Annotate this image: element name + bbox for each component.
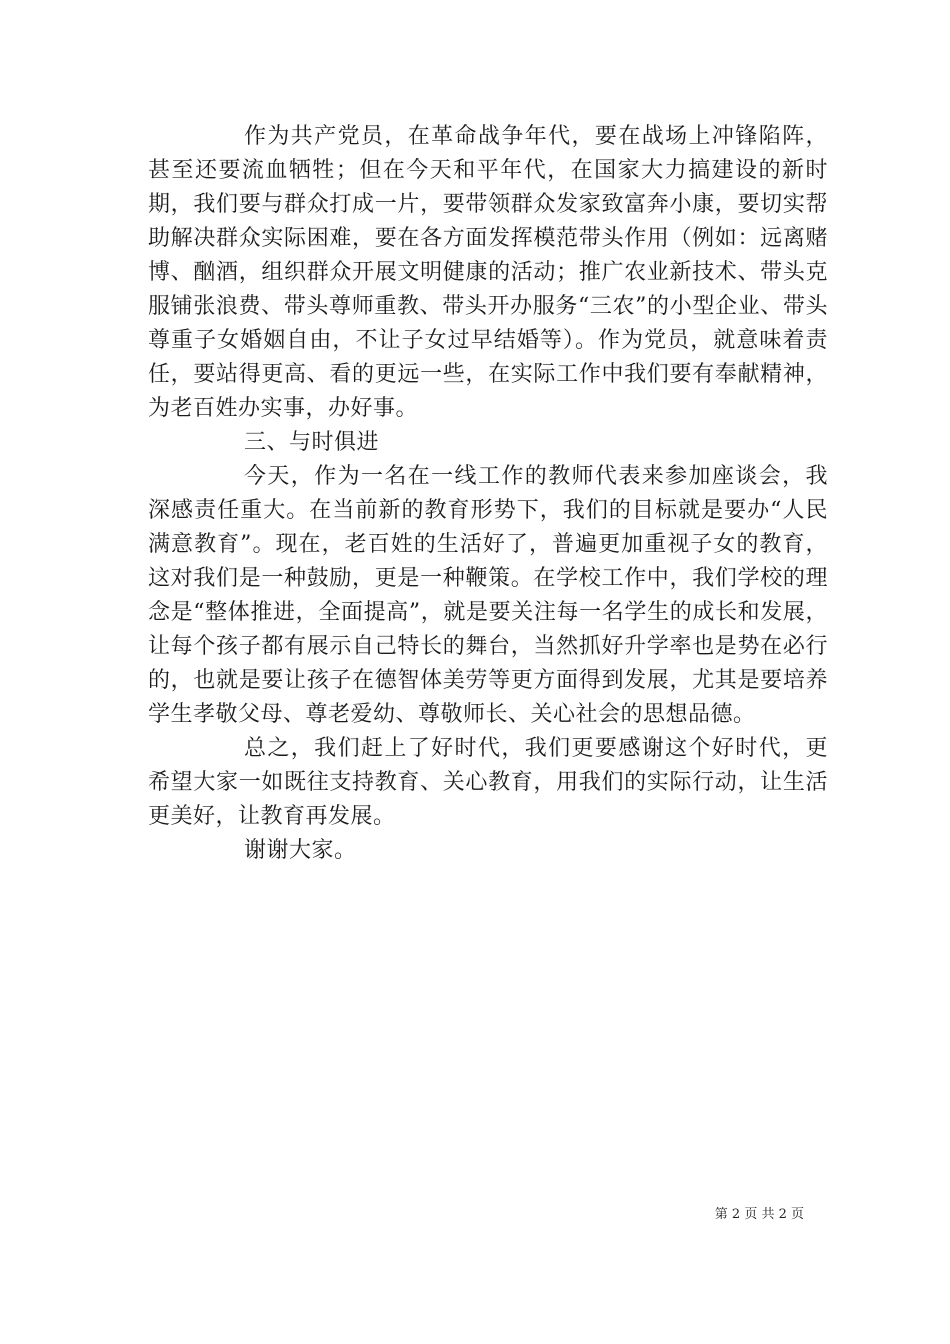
paragraph-thanks: 谢谢大家。 bbox=[244, 838, 357, 863]
paragraph-party-member: 作为共产党员，在革命战争年代，要在战场上冲锋陷阵，甚至还要流血牺牲；但在今天和平年代，在国家大力搞建设的新时期，我们要与群众打成一片，要带领群众发家致富奔小康，要切实帮助解决群众实际困难，要在各方面发挥模范带头作用（例如：远离赌博、酗酒，组织群众开展文明健康的活动；推广农业新技术、带头克服铺张浪费、带头尊师重教、带头开办服务“三农”的小型企业、带头尊重子女婚姻自由，不让子女过早结婚等）。作为党员，就意味着责任，要站得更高、看的更远一些，在实际工作中我们要有奉献精神，为老百姓办实事，办好事。 bbox=[148, 124, 828, 421]
paragraph-conclusion: 总之，我们赶上了好时代，我们更要感谢这个好时代，更希望大家一如既往支持教育、关心教育，用我们的实际行动，让生活更美好，让教育再发展。 bbox=[148, 736, 828, 829]
document-body bbox=[148, 120, 828, 868]
page-number-footer: 第 2 页 共 2 页 bbox=[714, 1207, 804, 1222]
section-heading-keep-pace: 三、与时俱进 bbox=[244, 430, 380, 455]
paragraph-teacher-representative: 今天，作为一名在一线工作的教师代表来参加座谈会，我深感责任重大。在当前新的教育形势下，我们的目标就是要办“人民满意教育”。现在，老百姓的生活好了，普遍更加重视子女的教育，这对我们是一种鼓励，更是一种鞭策。在学校工作中，我们学校的理念是“整体推进，全面提高”，就是要关注每一名学生的成长和发展，让每个孩子都有展示自己特长的舞台，当然抓好升学率也是势在必行的，也就是要让孩子在德智体美劳等更方面得到发展，尤其是要培养学生孝敬父母、尊老爱幼、尊敬师长、关心社会的思想品德。 bbox=[148, 464, 828, 727]
